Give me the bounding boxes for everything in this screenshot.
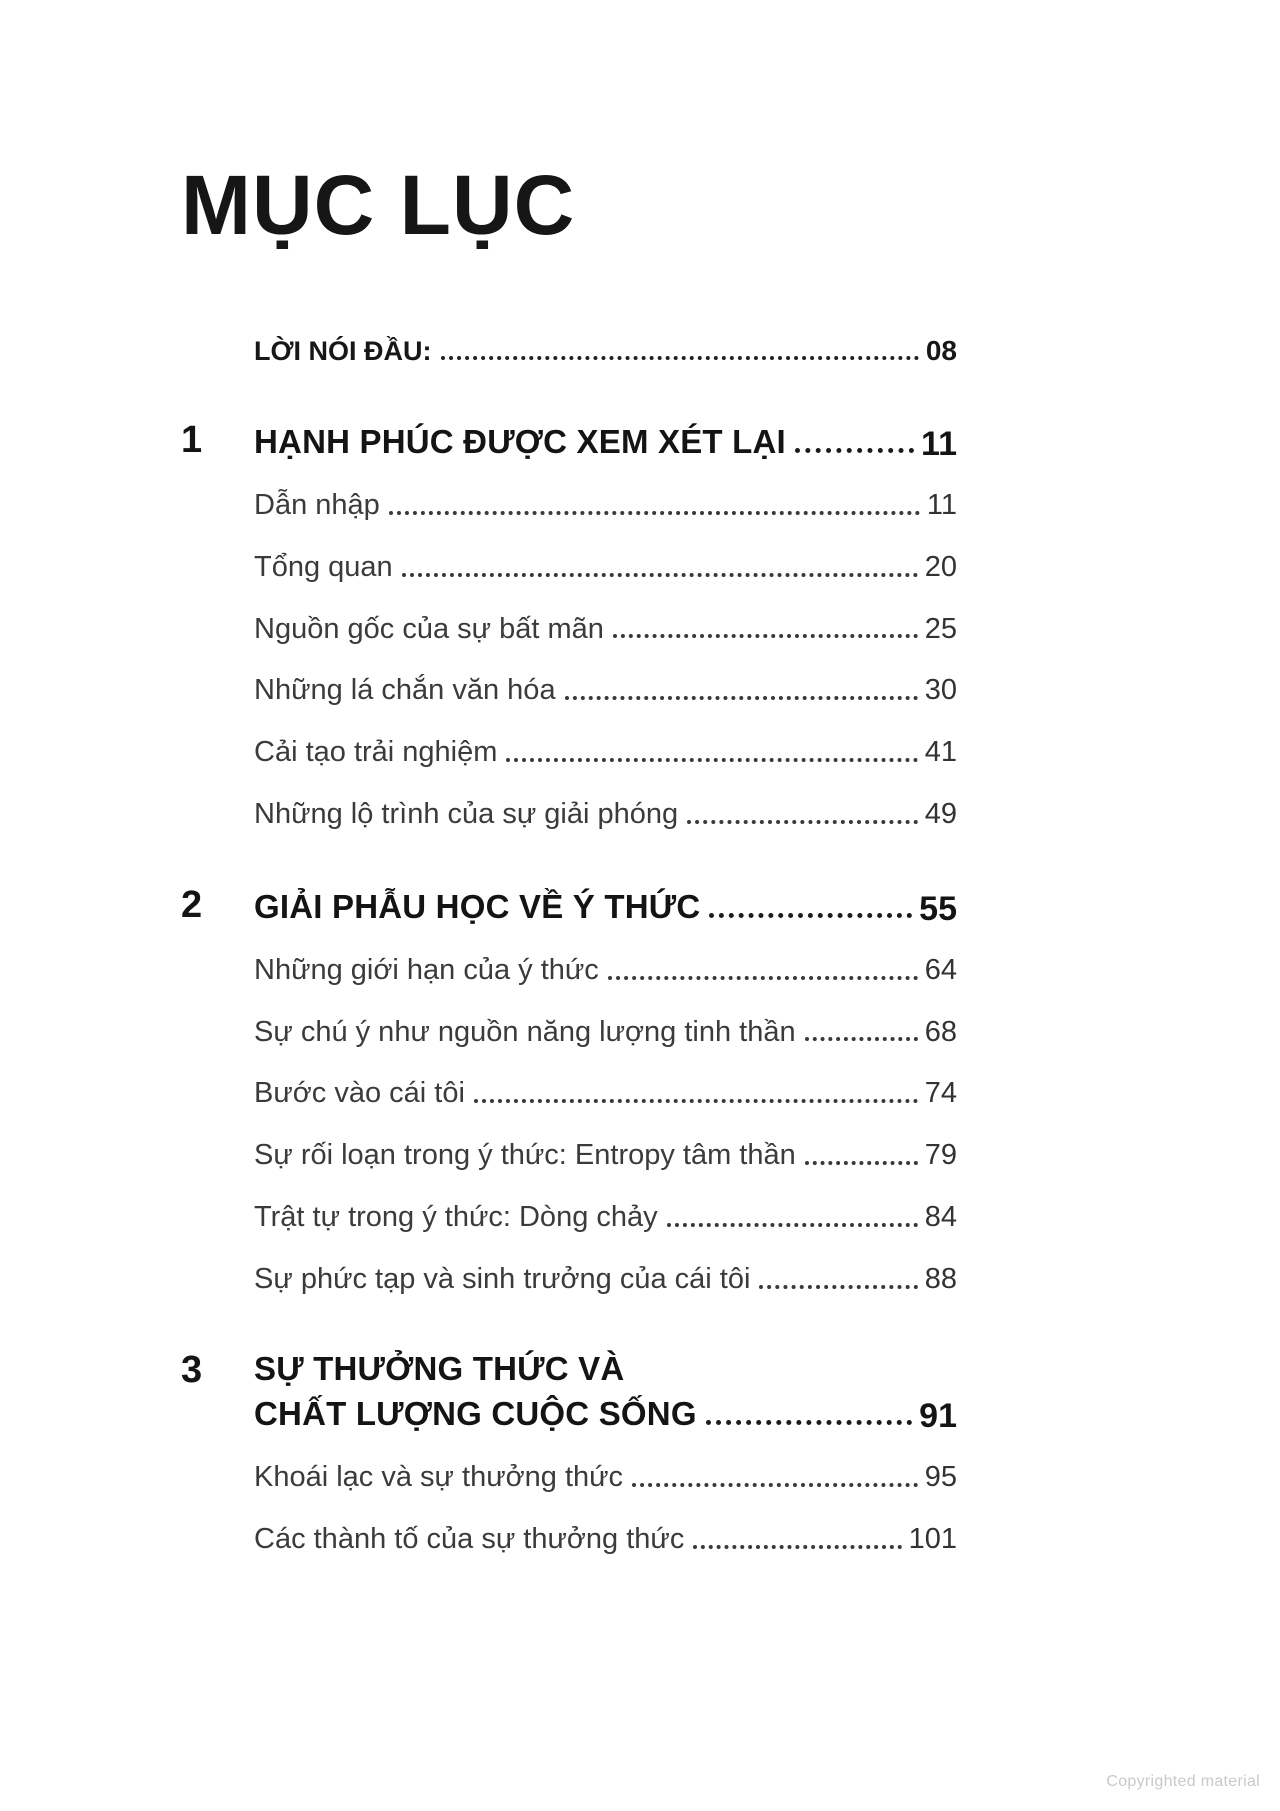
dot-leader (709, 913, 912, 918)
dot-leader (759, 1285, 917, 1289)
copyright-watermark: Copyrighted material (1106, 1773, 1260, 1790)
section-label: Những giới hạn của ý thức (254, 953, 599, 986)
dot-leader (795, 448, 914, 453)
table-of-contents (181, 335, 957, 1557)
section-label: Cải tạo trải nghiệm (254, 736, 498, 769)
dot-leader (389, 511, 920, 515)
section-page-number: 84 (924, 1200, 957, 1233)
section-page-number: 74 (924, 1077, 957, 1110)
dot-leader (632, 1483, 918, 1487)
section-label: Tổng quan (254, 550, 393, 583)
dot-leader (608, 976, 918, 980)
section-page-number: 64 (924, 953, 957, 986)
section-page-number: 49 (924, 798, 957, 831)
chapter-title-line-2: CHẤT LƯỢNG CUỘC SỐNG (254, 1395, 697, 1433)
section-page-number: 30 (924, 674, 957, 707)
dot-leader (613, 634, 918, 638)
section-label: Các thành tố của sự thưởng thức (254, 1523, 685, 1556)
chapter-number: 3 (181, 1348, 203, 1391)
section-label: Sự rối loạn trong ý thức: Entropy tâm thần (254, 1139, 796, 1172)
dot-leader (441, 356, 919, 360)
section-label: Những lộ trình của sự giải phóng (254, 798, 679, 831)
section-label: Sự chú ý như nguồn năng lượng tinh thần (254, 1015, 796, 1048)
section-row (254, 1076, 957, 1111)
section-row (254, 1138, 957, 1173)
chapter-number: 1 (181, 419, 203, 462)
dot-leader (805, 1037, 918, 1041)
chapter-row (181, 883, 957, 928)
section-row (254, 1015, 957, 1050)
page-title: MỤC LỤC (181, 158, 576, 252)
dot-leader (805, 1161, 918, 1165)
section-page-number: 101 (908, 1523, 957, 1556)
section-page-number: 95 (924, 1461, 957, 1494)
section-row (254, 488, 957, 523)
section-label: Bước vào cái tôi (254, 1077, 465, 1110)
dot-leader (687, 820, 918, 824)
chapter-page-number: 11 (921, 425, 957, 464)
chapter-title (254, 1351, 957, 1434)
dot-leader (474, 1099, 918, 1103)
preface-label: LỜI NÓI ĐẦU: (254, 336, 432, 367)
chapter-title-line-1: SỰ THƯỞNG THỨC VÀ (254, 1349, 625, 1387)
dot-leader (565, 696, 918, 700)
chapter-title: GIẢI PHẪU HỌC VỀ Ý THỨC (254, 887, 701, 925)
section-label: Những lá chắn văn hóa (254, 674, 556, 707)
section-page-number: 68 (924, 1015, 957, 1048)
chapter-page-number: 91 (919, 1397, 957, 1436)
dot-leader (706, 1420, 912, 1425)
section-row (254, 953, 957, 988)
section-label: Dẫn nhập (254, 489, 380, 522)
chapter-row (181, 1348, 957, 1436)
section-label: Nguồn gốc của sự bất mãn (254, 612, 604, 645)
section-label: Sự phức tạp và sinh trưởng của cái tôi (254, 1262, 751, 1295)
section-label: Trật tự trong ý thức: Dòng chảy (254, 1200, 658, 1233)
section-row (254, 612, 957, 647)
section-row (254, 1460, 957, 1495)
dot-leader (402, 573, 918, 577)
section-page-number: 25 (924, 612, 957, 645)
section-row (254, 550, 957, 585)
chapter-title: HẠNH PHÚC ĐƯỢC XEM XÉT LẠI (254, 423, 786, 461)
preface-row (254, 335, 957, 367)
section-label: Khoái lạc và sự thưởng thức (254, 1461, 624, 1494)
section-page-number: 20 (924, 550, 957, 583)
section-row (254, 673, 957, 708)
section-row (254, 1200, 957, 1235)
dot-leader (667, 1223, 918, 1227)
section-page-number: 79 (924, 1139, 957, 1172)
preface-page-number: 08 (925, 335, 957, 366)
section-row (254, 735, 957, 770)
chapter-page-number: 55 (919, 889, 957, 928)
section-row (254, 1262, 957, 1297)
section-page-number: 88 (924, 1262, 957, 1295)
section-page-number: 41 (924, 736, 957, 769)
dot-leader (693, 1545, 901, 1549)
dot-leader (506, 758, 917, 762)
section-row (254, 1522, 957, 1557)
section-page-number: 11 (926, 489, 957, 522)
chapter-number: 2 (181, 883, 203, 926)
chapter-row (181, 419, 957, 464)
section-row (254, 797, 957, 832)
